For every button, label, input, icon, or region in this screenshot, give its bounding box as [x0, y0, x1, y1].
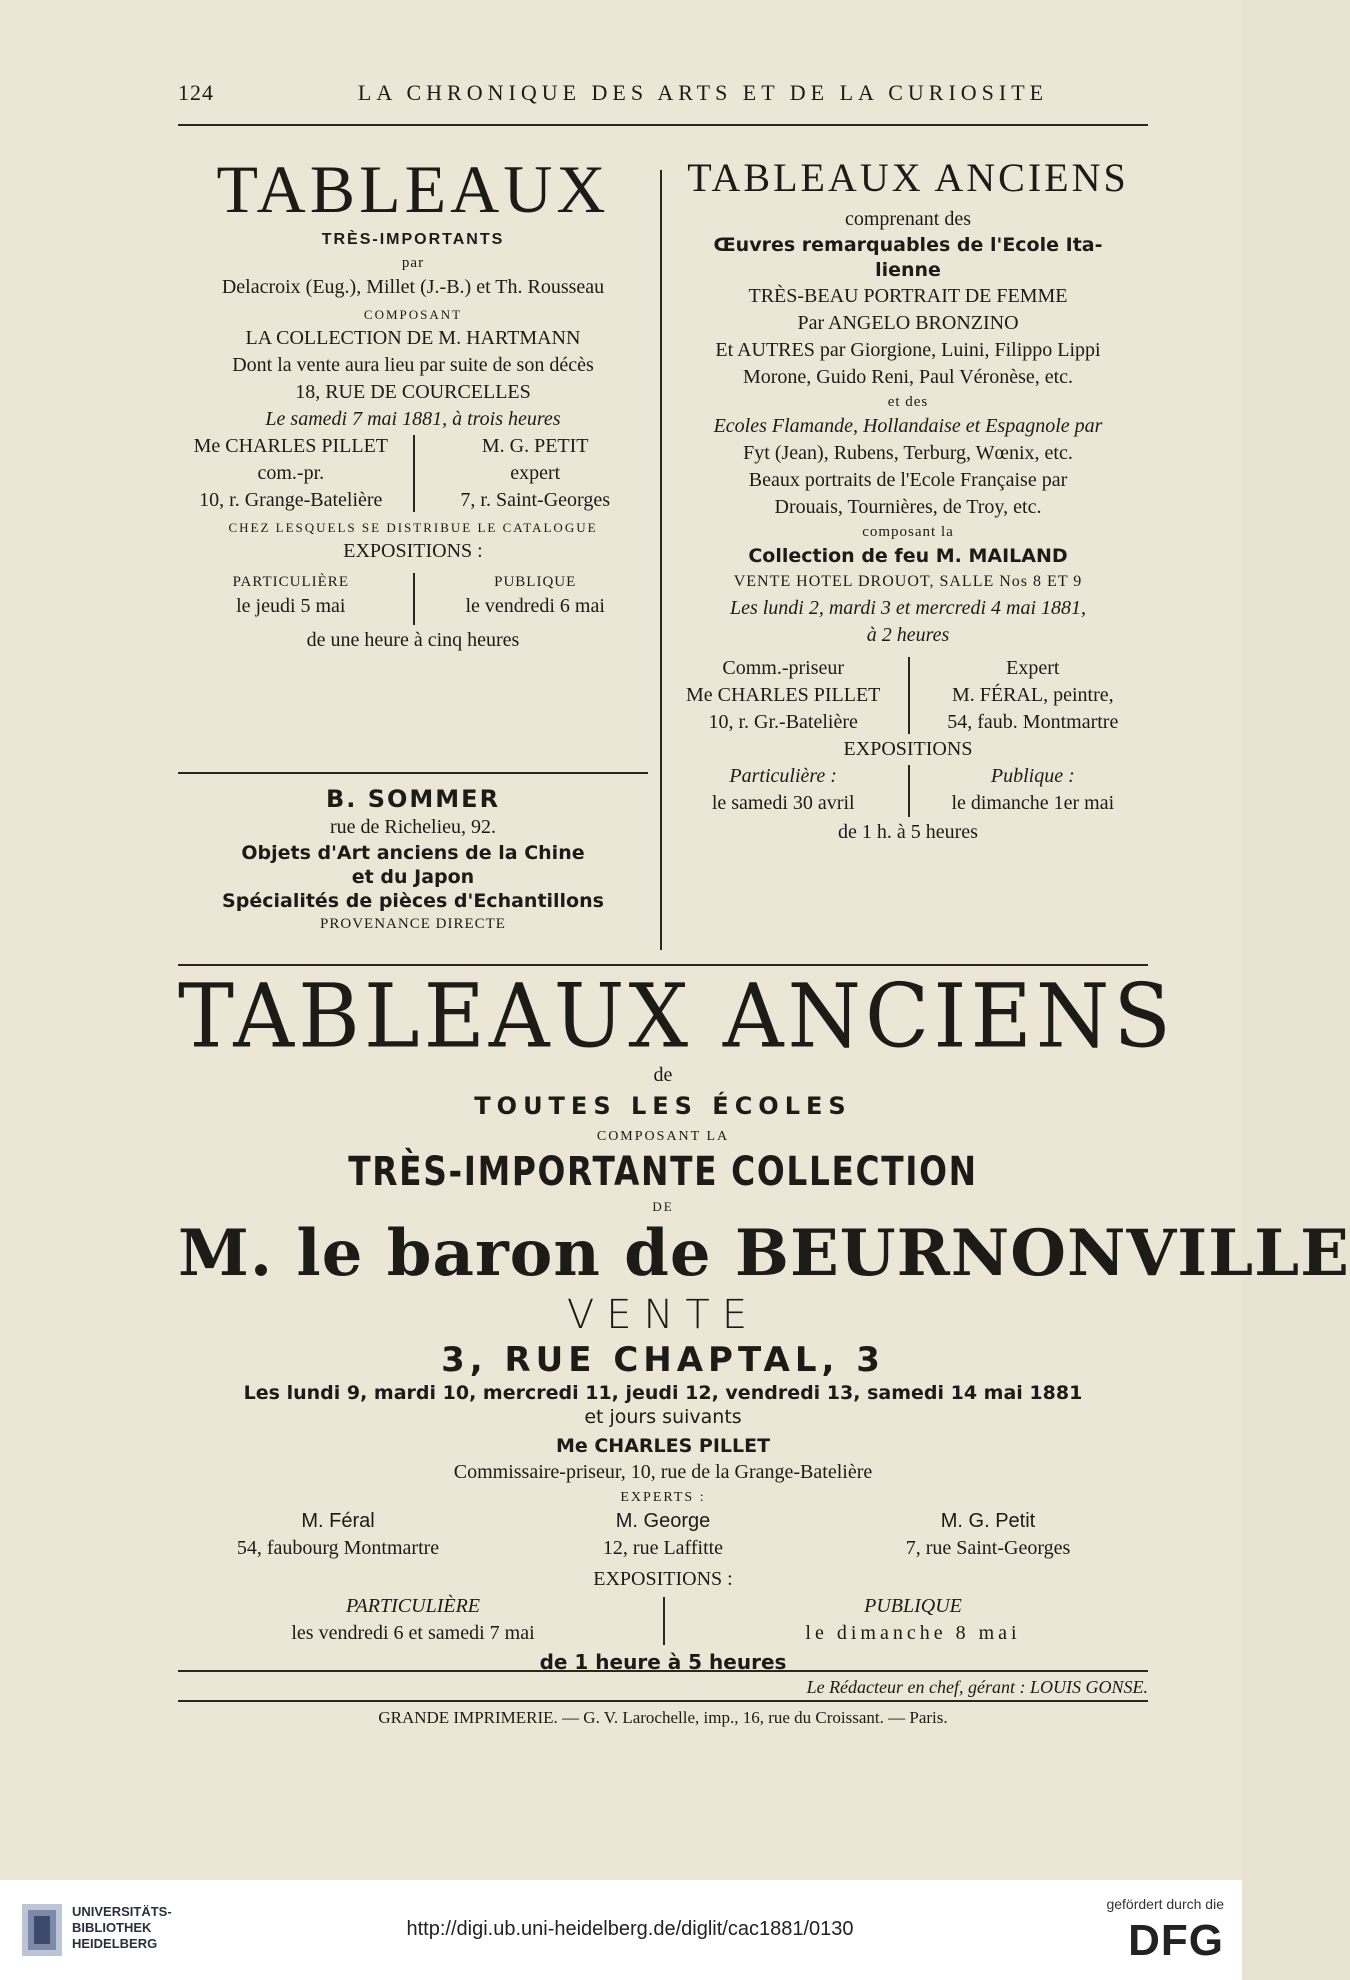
sommer-line1: Objets d'Art anciens de la Chine — [241, 842, 585, 864]
main-vente: VENTE — [566, 1292, 760, 1338]
mailand-dates-2: à 2 heures — [866, 624, 950, 646]
mailand-hours: de 1 h. à 5 heures — [838, 821, 978, 843]
expert-petit-name: M. G. Petit — [940, 1510, 1036, 1532]
main-expo-divider — [663, 1597, 665, 1645]
main-toutes: TOUTES LES ÉCOLES — [474, 1092, 852, 1120]
contact-petit-role: expert — [510, 462, 561, 484]
mailand-pillet: Me CHARLES PILLET — [685, 684, 881, 706]
hartmann-subtitle: TRÈS-IMPORTANTS — [321, 231, 505, 248]
dfg-logo: DFG — [1128, 1916, 1224, 1965]
main-collection: TRÈS-IMPORTANTE COLLECTION — [348, 1149, 978, 1195]
main-de: de — [653, 1064, 673, 1086]
main-experts: EXPERTS : — [620, 1490, 706, 1505]
main-expo-particuliere: PARTICULIÈRE — [345, 1595, 481, 1617]
mailand-composant: composant la — [862, 524, 954, 540]
mailand-expositions-cols — [668, 763, 1148, 819]
expert-george — [503, 1508, 823, 1562]
main-expositions: EXPOSITIONS : — [593, 1568, 733, 1590]
mailand-portrait: TRÈS-BEAU PORTRAIT DE FEMME — [748, 285, 1068, 307]
sommer-rule — [178, 772, 648, 774]
experts-row — [178, 1508, 1148, 1564]
colophon-redacteur: Le Rédacteur en chef, gérant : LOUIS GONSE. — [806, 1677, 1148, 1697]
page-number: 124 — [178, 80, 214, 105]
contact-petit-name: M. G. PETIT — [481, 435, 589, 457]
contact-petit-address: 7, r. Saint-Georges — [460, 489, 610, 511]
mailand-expo-particuliere-date: le samedi 30 avril — [711, 792, 855, 814]
contact-pillet-address: 10, r. Grange-Batelière — [199, 489, 383, 511]
main-composant: COMPOSANT LA — [596, 1129, 730, 1144]
mailand-ecoles-2: Fyt (Jean), Rubens, Terburg, Wœnix, etc. — [743, 442, 1073, 464]
expert-george-name: M. George — [615, 1510, 711, 1532]
mailand-collection: Collection de feu M. MAILAND — [748, 545, 1068, 567]
mailand-vente: VENTE HOTEL DROUOT, SALLE Nos 8 ET 9 — [733, 573, 1083, 590]
hartmann-catalogue-note: CHEZ LESQUELS SE DISTRIBUE LE CATALOGUE — [228, 520, 598, 535]
main-address: 3, RUE CHAPTAL, 3 — [441, 1340, 885, 1380]
expo-divider — [413, 573, 415, 625]
main-pillet: Me CHARLES PILLET — [555, 1435, 771, 1457]
hartmann-contacts — [178, 433, 648, 514]
main-dates-1: Les lundi 9, mardi 10, mercredi 11, jeudi 12, vendredi 13, samedi 14 mai 1881 — [243, 1382, 1083, 1404]
mailand-autres-2: Morone, Guido Reni, Paul Véronèse, etc. — [742, 366, 1074, 388]
mailand-dates-1: Les lundi 2, mardi 3 et mercredi 4 mai 1881, — [729, 597, 1087, 619]
contacts-divider — [413, 435, 415, 512]
colophon-rule-2 — [178, 1700, 1148, 1702]
mailand-ecoles-1: Ecoles Flamande, Hollandaise et Espagnole par — [713, 415, 1103, 437]
expert-petit-address: 7, rue Saint-Georges — [905, 1537, 1071, 1559]
mailand-expert-label: Expert — [1006, 657, 1060, 679]
hartmann-ad — [178, 150, 648, 932]
mailand-contacts-divider — [908, 657, 910, 734]
colophon-printer — [178, 1704, 1148, 1731]
main-title: TABLEAUX ANCIENS — [178, 964, 1175, 1068]
hartmann-collection: LA COLLECTION DE M. HARTMANN — [245, 327, 581, 349]
sommer-street: rue de Richelieu, 92. — [329, 816, 497, 838]
main-pillet-address: Commissaire-priseur, 10, rue de la Grange-Batelière — [453, 1461, 873, 1483]
contact-pillet-name: Me CHARLES PILLET — [193, 435, 389, 457]
mailand-oeuvres-1: Œuvres remarquables de l'Ecole Ita- — [713, 234, 1103, 256]
mailand-ad — [668, 150, 1148, 846]
hartmann-expositions: EXPOSITIONS : — [343, 540, 483, 562]
expert-petit — [828, 1508, 1148, 1562]
newspaper-page — [178, 70, 1350, 1727]
library-line-3: HEIDELBERG — [72, 1936, 158, 1951]
main-hours: de 1 heure à 5 heures — [539, 1650, 787, 1674]
mailand-comprenant: comprenant des — [844, 208, 972, 230]
main-baron: M. le baron de BEURNONVILLE — [178, 1216, 1350, 1291]
hartmann-hours: de une heure à cinq heures — [306, 629, 520, 651]
mailand-beaux-1: Beaux portraits de l'Ecole Française par — [748, 469, 1068, 491]
expo-publique-date: le vendredi 6 mai — [465, 595, 605, 617]
hartmann-address: 18, RUE DE COURCELLES — [295, 381, 531, 403]
colophon-rule — [178, 1670, 1148, 1672]
expo-particuliere-date: le jeudi 5 mai — [236, 595, 346, 617]
digitization-footer — [0, 1880, 1242, 1980]
mailand-beaux-2: Drouais, Tournières, de Troy, etc. — [774, 496, 1042, 518]
contact-pillet-role: com.-pr. — [257, 462, 325, 484]
mailand-expo-publique: Publique : — [990, 765, 1075, 787]
sommer-line3: Spécialités de pièces d'Echantillons — [222, 890, 604, 912]
expert-feral — [178, 1508, 498, 1562]
beurnonville-ad — [178, 964, 1350, 1675]
header-rule — [178, 124, 1148, 126]
mailand-contacts — [668, 655, 1148, 736]
mailand-title: TABLEAUX ANCIENS — [687, 155, 1129, 200]
funded-by-label: gefördert durch die — [1106, 1896, 1224, 1912]
mailand-et-des: et des — [887, 394, 929, 410]
main-dates-2: et jours suivants — [584, 1406, 742, 1428]
library-line-2: BIBLIOTHEK — [72, 1920, 152, 1935]
mailand-feral: M. FÉRAL, peintre, — [951, 684, 1114, 706]
main-expo-particuliere-date: les vendredi 6 et samedi 7 mai — [291, 1622, 535, 1644]
hartmann-expositions-cols — [178, 571, 648, 627]
mailand-expo-divider — [908, 765, 910, 817]
mailand-autres-1: Et AUTRES par Giorgione, Luini, Filippo Lippi — [715, 339, 1101, 361]
main-expo-publique: PUBLIQUE — [864, 1595, 962, 1617]
main-expositions-cols — [178, 1593, 1148, 1649]
permalink-link[interactable]: http://digi.ub.uni-heidelberg.de/diglit/cac1881/0130 — [406, 1918, 854, 1940]
mailand-expo-particuliere: Particulière : — [729, 765, 837, 787]
main-expo-publique-date: le dimanche 8 mai — [805, 1622, 1021, 1644]
hartmann-sale-reason: Dont la vente aura lieu par suite de son décès — [232, 354, 594, 376]
sommer-ad — [178, 784, 648, 935]
mailand-feral-address: 54, faub. Montmartre — [947, 711, 1119, 733]
journal-title: LA CHRONIQUE DES ARTS ET DE LA CURIOSITE — [357, 80, 1049, 105]
university-library-name — [72, 1904, 172, 1952]
running-header — [178, 80, 1148, 110]
mailand-oeuvres-2: lienne — [875, 259, 941, 281]
mailand-pillet-address: 10, r. Gr.-Batelière — [708, 711, 858, 733]
hartmann-title: TABLEAUX — [216, 151, 610, 227]
mailand-expositions: EXPOSITIONS — [843, 738, 973, 760]
column-divider — [660, 170, 662, 950]
sommer-line4: PROVENANCE DIRECTE — [320, 916, 506, 932]
colophon-editor — [178, 1674, 1148, 1701]
hartmann-composant: COMPOSANT — [363, 307, 463, 322]
mailand-par: Par ANGELO BRONZINO — [797, 312, 1019, 334]
expo-particuliere-label: PARTICULIÈRE — [232, 574, 349, 590]
mailand-expo-publique-date: le dimanche 1er mai — [951, 792, 1115, 814]
expert-feral-address: 54, faubourg Montmartre — [236, 1537, 440, 1559]
expert-feral-name: M. Féral — [301, 1510, 375, 1532]
expert-george-address: 12, rue Laffitte — [602, 1537, 724, 1559]
main-de2: DE — [652, 1199, 674, 1214]
hartmann-par: par — [401, 255, 425, 271]
hartmann-artists: Delacroix (Eug.), Millet (J.-B.) et Th. Rousseau — [221, 276, 605, 298]
sommer-name: B. SOMMER — [325, 785, 501, 813]
university-logo-icon — [18, 1900, 66, 1960]
hartmann-date: Le samedi 7 mai 1881, à trois heures — [265, 408, 561, 430]
expo-publique-label: PUBLIQUE — [494, 574, 577, 590]
library-line-1: UNIVERSITÄTS- — [72, 1904, 172, 1919]
mailand-comm-label: Comm.-priseur — [722, 657, 845, 679]
sommer-line2: et du Japon — [351, 866, 475, 888]
colophon-imprimerie: GRANDE IMPRIMERIE. — G. V. Larochelle, imp., 16, rue du Croissant. — Paris. — [378, 1708, 948, 1727]
